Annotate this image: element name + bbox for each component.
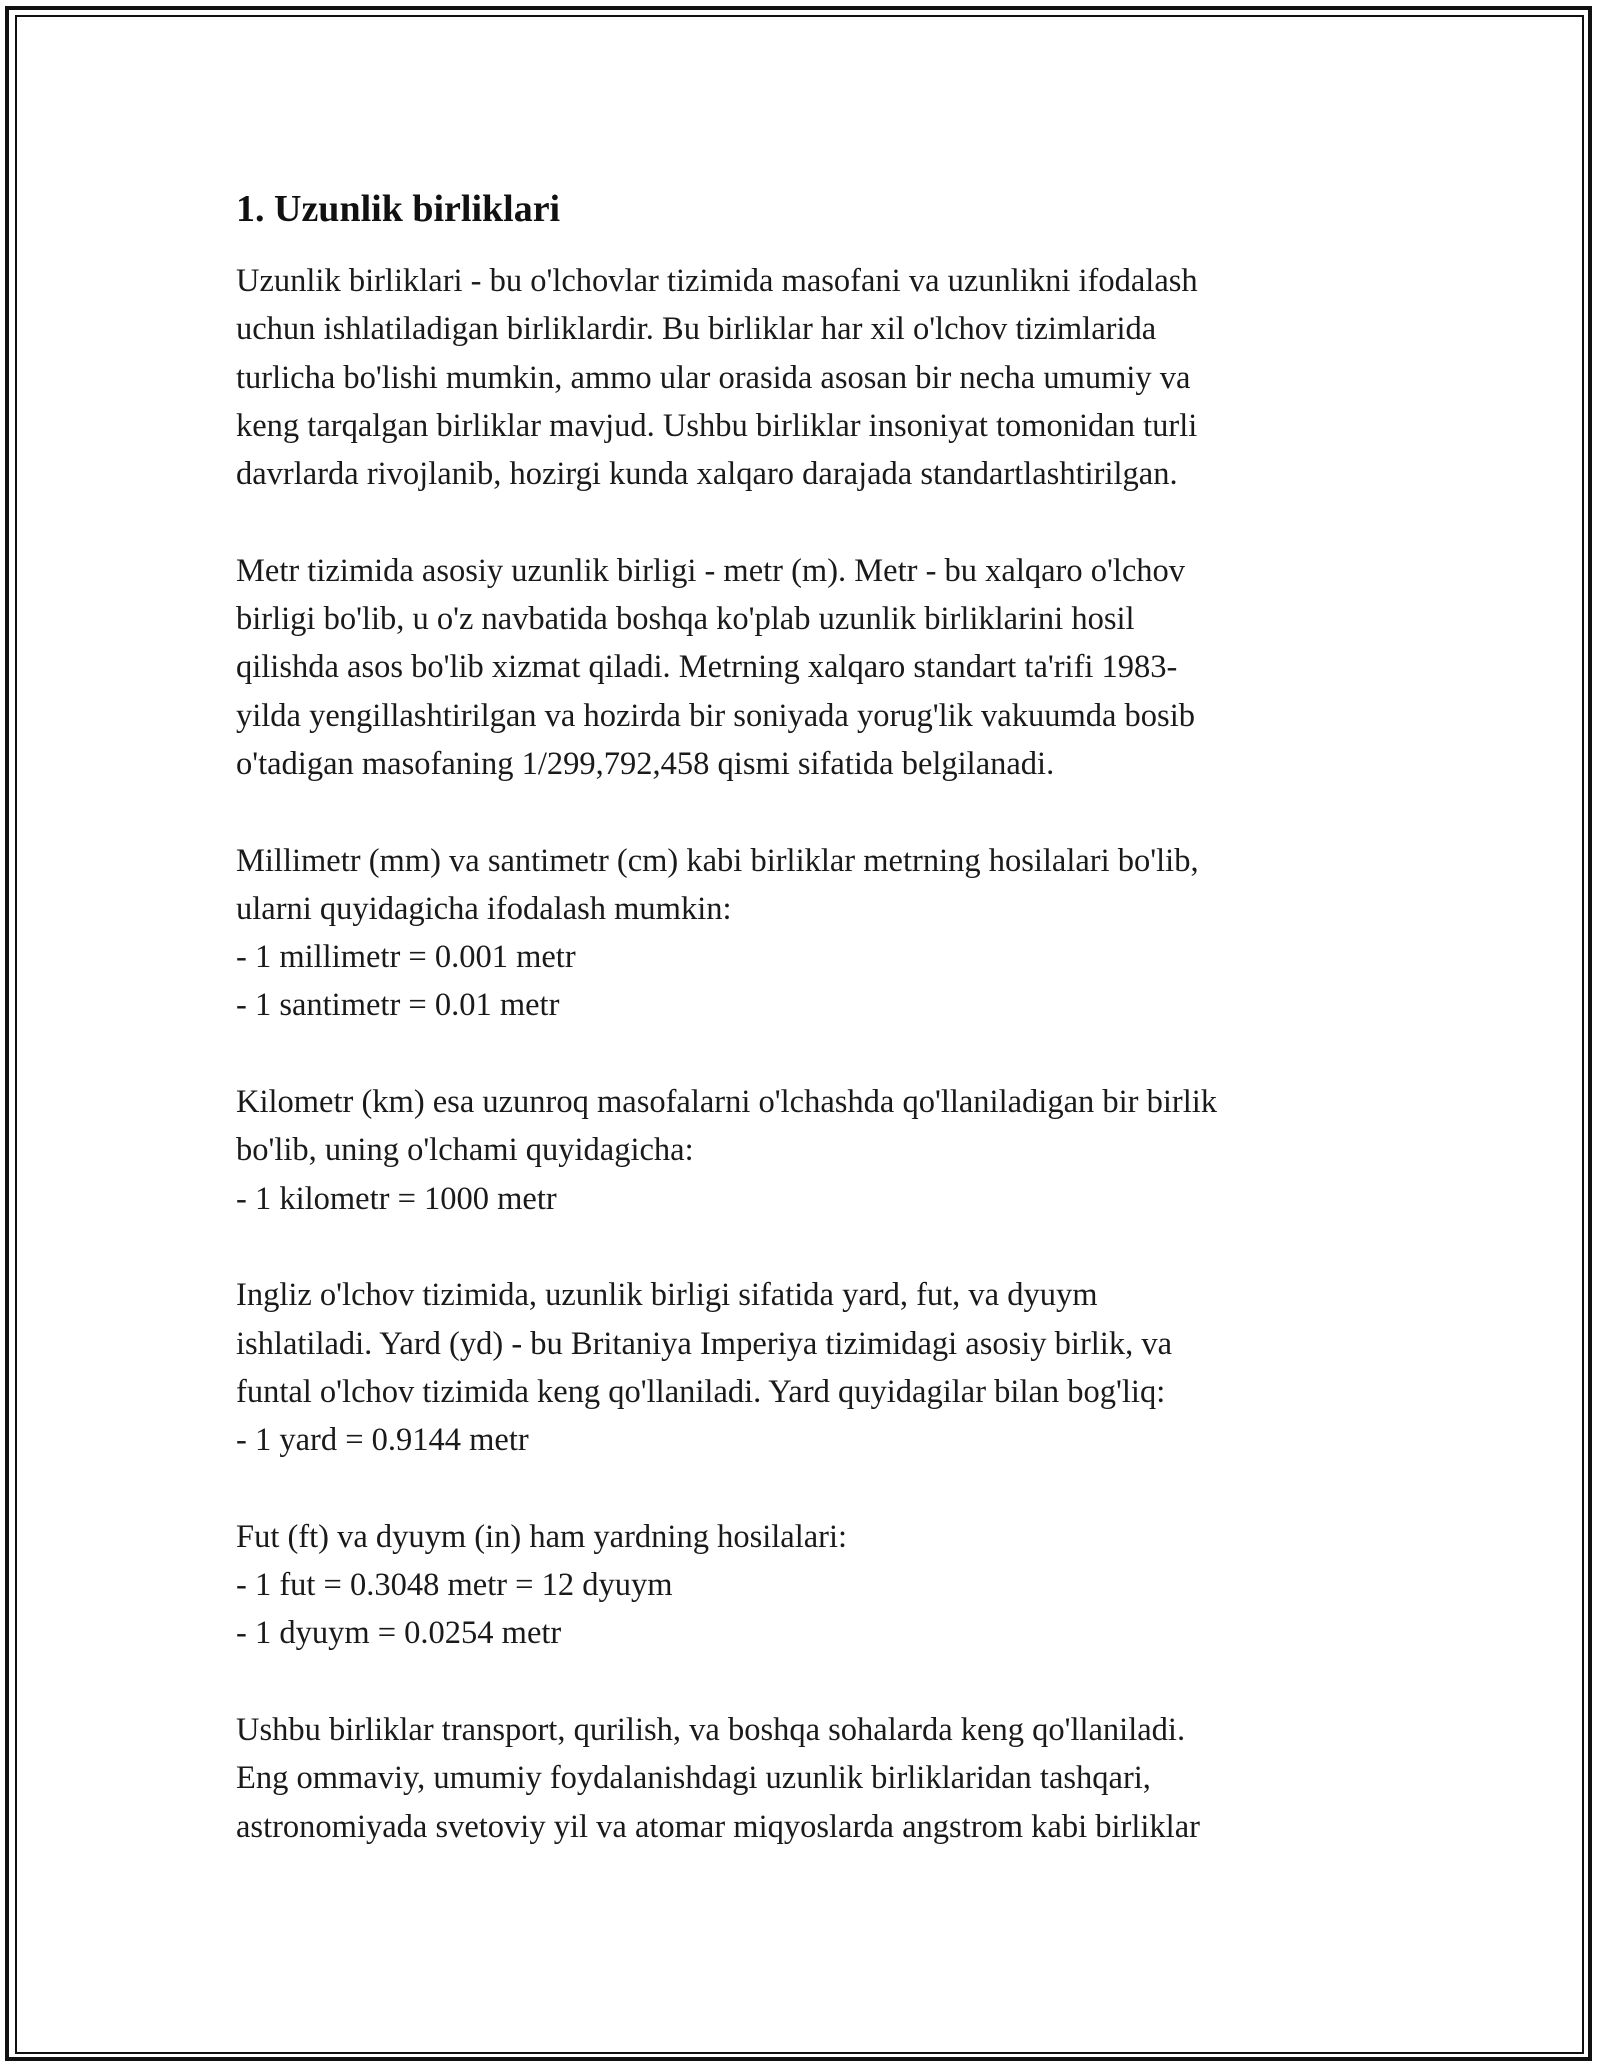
list-item: - 1 kilometr = 1000 metr (236, 1180, 557, 1217)
list-item: - 1 yard = 0.9144 metr (236, 1422, 529, 1459)
text-line: uchun ishlatiladigan birliklardir. Bu birliklar har xil o'lchov tizimlarida (236, 311, 1157, 348)
text-line: davrlarda rivojlanib, hozirgi kunda xalqaro darajada standartlashtirilgan. (236, 456, 1178, 493)
text-line: Millimetr (mm) va santimetr (cm) kabi birliklar metrning hosilalari bo'lib, (236, 842, 1199, 879)
text-line: qilishda asos bo'lib xizmat qiladi. Metrning xalqaro standart ta'rifi 1983- (236, 649, 1178, 686)
text-line: Uzunlik birliklari - bu o'lchovlar tizimida masofani va uzunlikni ifodalash (236, 263, 1198, 299)
text-line: ishlatiladi. Yard (yd) - bu Britaniya Imperiya tizimidagi asosiy birlik, va (236, 1325, 1173, 1362)
paragraph-yard (236, 1271, 1366, 1464)
text-line: ularni quyidagicha ifodalash mumkin: (236, 890, 732, 927)
text-line: yilda yengillashtirilgan va hozirda bir soniyada yorug'lik vakuumda bosib (236, 697, 1195, 734)
list-item: - 1 santimetr = 0.01 metr (236, 987, 560, 1024)
text-line: turlicha bo'lishi mumkin, ammo ular orasida asosan bir necha umumiy va (236, 359, 1191, 396)
list-item: - 1 fut = 0.3048 metr = 12 dyuym (236, 1567, 673, 1604)
text-line: Eng ommaviy, umumiy foydalanishdagi uzunlik birliklaridan tashqari, (236, 1760, 1151, 1797)
text-line: Metr tizimida asosiy uzunlik birligi - metr (m). Metr - bu xalqaro o'lchov (236, 552, 1186, 589)
text-line: birligi bo'lib, u o'z navbatida boshqa ko'plab uzunlik birliklarini hosil (236, 601, 1135, 638)
paragraph-kilometr (236, 1078, 1366, 1223)
paragraph-metr (236, 547, 1366, 788)
text-line: astronomiyada svetoviy yil va atomar miqyoslarda angstrom kabi birliklar (236, 1808, 1200, 1845)
text-line: keng tarqalgan birliklar mavjud. Ushbu birliklar insoniyat tomonidan turli (236, 407, 1198, 444)
text-line: Ushbu birliklar transport, qurilish, va boshqa sohalarda keng qo'llaniladi. (236, 1711, 1186, 1748)
text-line: funtal o'lchov tizimida keng qo'llaniladi. Yard quyidagilar bilan bog'liq: (236, 1373, 1166, 1410)
text-line: Ingliz o'lchov tizimida, uzunlik birligi sifatida yard, fut, va dyuym (236, 1277, 1098, 1314)
paragraph-millimetr (236, 837, 1366, 1030)
list-item: - 1 millimetr = 0.001 metr (236, 939, 576, 976)
paragraph-fut-dyuym (236, 1513, 1366, 1658)
list-item: - 1 dyuym = 0.0254 metr (236, 1615, 562, 1652)
section-heading: 1. Uzunlik birliklari (236, 188, 561, 230)
paragraph-intro (236, 257, 1366, 498)
text-line: o'tadigan masofaning 1/299,792,458 qismi sifatida belgilanadi. (236, 745, 1055, 782)
paragraph-usage (236, 1706, 1366, 1851)
document-body (236, 185, 1366, 1899)
text-line: bo'lib, uning o'lchami quyidagicha: (236, 1132, 694, 1169)
text-line: Fut (ft) va dyuym (in) ham yardning hosilalari: (236, 1518, 848, 1555)
text-line: Kilometr (km) esa uzunroq masofalarni o'lchashda qo'llaniladigan bir birlik (236, 1084, 1218, 1121)
